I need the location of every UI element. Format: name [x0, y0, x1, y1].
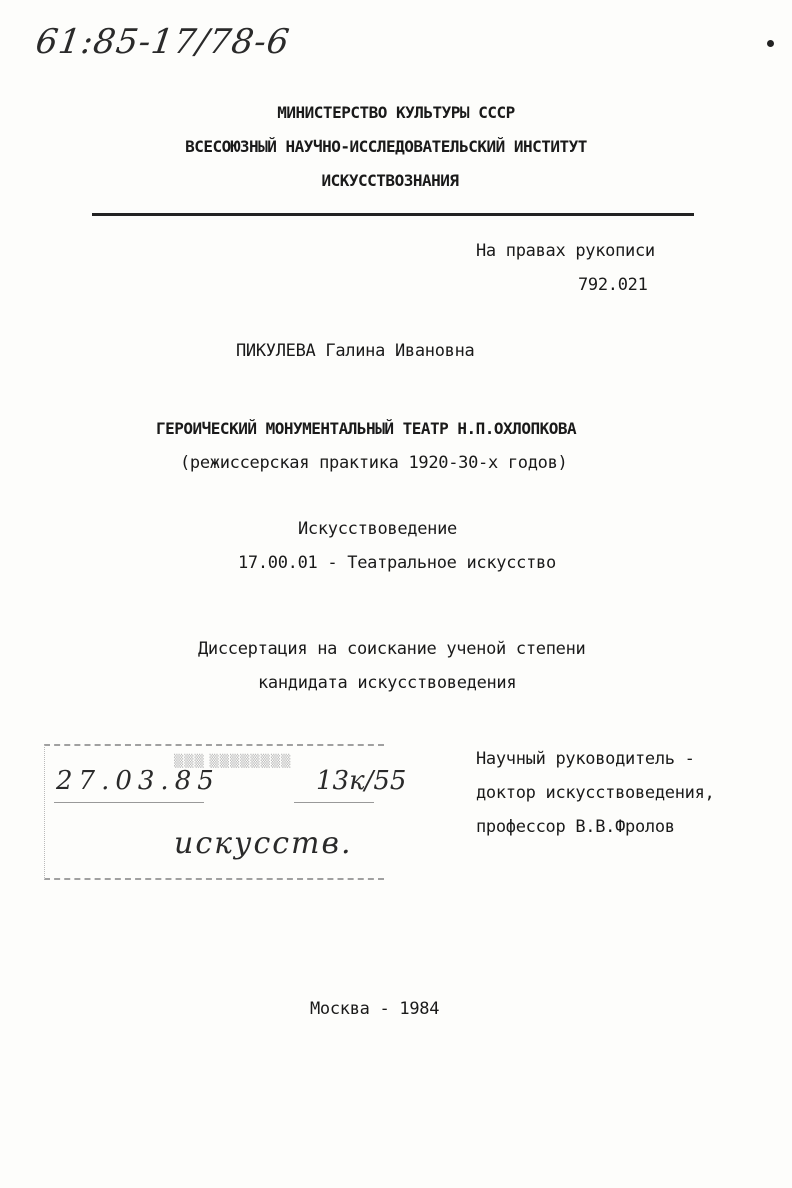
stamp-underline	[54, 802, 204, 803]
stamp-date: 27.03.85	[56, 766, 220, 796]
udc-code: 792.021	[578, 275, 648, 295]
header-rule	[92, 213, 694, 216]
stamp-faded-print: ▒▒▒ ▒▒▒▒▒▒▒▒	[174, 754, 292, 768]
dissertation-title: ГЕРОИЧЕСКИЙ МОНУМЕНТАЛЬНЫЙ ТЕАТР Н.П.ОХЛОПКОВА	[156, 419, 577, 438]
specialty-field: Искусствоведение	[298, 519, 457, 539]
stamp-number: 13к/55	[316, 766, 407, 796]
specialty-code: 17.00.01 - Театральное искусство	[238, 553, 556, 573]
supervisor-label: Научный руководитель -	[476, 749, 695, 769]
stamp-underline	[294, 802, 374, 803]
ministry-heading: МИНИСТЕРСТВО КУЛЬТУРЫ СССР	[277, 103, 515, 122]
author-name: ПИКУЛЕВА Галина Ивановна	[236, 341, 475, 361]
supervisor-name: профессор В.В.Фролов	[476, 817, 675, 837]
library-stamp	[44, 744, 407, 880]
degree-statement: Диссертация на соискание ученой степени	[198, 639, 586, 659]
handwritten-archive-code: 61:85-17/78-6	[33, 22, 293, 62]
supervisor-degree: доктор искусствоведения,	[476, 783, 715, 803]
degree-statement-cont: кандидата искусствоведения	[258, 673, 517, 693]
margin-dot	[767, 40, 774, 47]
manuscript-rights: На правах рукописи	[476, 241, 655, 261]
dissertation-subtitle: (режиссерская практика 1920-30-х годов)	[180, 453, 568, 473]
institute-heading: ВСЕСОЮЗНЫЙ НАУЧНО-ИССЛЕДОВАТЕЛЬСКИЙ ИНСТИТУТ	[185, 137, 587, 156]
city-year: Москва - 1984	[310, 999, 440, 1019]
stamp-handwritten-word: искусств.	[174, 826, 353, 861]
institute-heading-cont: ИСКУССТВОЗНАНИЯ	[321, 171, 459, 190]
